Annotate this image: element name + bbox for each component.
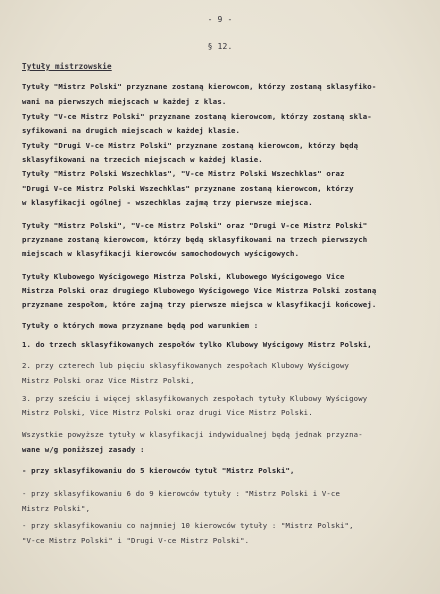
text-line: Tytuły "V-ce Mistrz Polski" przyznane zostaną kierowcom, którzy zostaną skla- <box>22 112 372 121</box>
text-line: Tytuły o których mowa przyznane będą pod warunkiem : <box>22 321 259 330</box>
list-item-continuation: Mistrz Polski", <box>22 504 91 513</box>
text-line: Tytuły "Mistrz Polski" przyznane zostaną kierowcom, którzy zostaną sklasyfiko- <box>22 82 377 91</box>
list-item: 2. przy czterech lub pięciu sklasyfikowanych zespołach Klubowy Wyścigowy <box>22 361 350 370</box>
text-line: w klasyfikacji ogólnej - wszechklas zajmą trzy pierwsze miejsca. <box>22 198 313 207</box>
text-line: sklasyfikowani na trzecich miejscach w każdej klasie. <box>22 155 263 164</box>
list-item: - przy sklasyfikowaniu 6 do 9 kierowców tytuły : "Mistrz Polski i V-ce <box>22 489 341 498</box>
text-line: syfikowani na drugich miejscach w każdej klasie. <box>22 126 241 135</box>
text-line: Tytuły "Mistrz Polski Wszechklas", "V-ce Mistrz Polski Wszechklas" oraz <box>22 169 345 178</box>
page-number: - 9 - <box>207 15 233 24</box>
text-line: przyznane zostaną kierowcom, którzy będą sklasyfikowani na trzech pierwszych <box>22 235 368 244</box>
text-line: miejscach w klasyfikacji kierowców samochodowych wyścigowych. <box>22 249 300 258</box>
section-number: § 12. <box>207 42 233 51</box>
text-line: Tytuły "Drugi V-ce Mistrz Polski" przyznane zostaną kierowcom, którzy będą <box>22 141 359 150</box>
text-line: wane w/g poniższej zasady : <box>22 445 145 454</box>
list-item: - przy sklasyfikowaniu co najmniej 10 kierowców tytuły : "Mistrz Polski", <box>22 521 354 530</box>
list-item-continuation: Mistrz Polski oraz Vice Mistrz Polski, <box>22 376 195 385</box>
text-line: Tytuły "Mistrz Polski", "V-ce Mistrz Polski" oraz "Drugi V-ce Mistrz Polski" <box>22 221 368 230</box>
list-item-continuation: Mistrz Polski, Vice Mistrz Polski oraz drugi Vice Mistrz Polski. <box>22 408 313 417</box>
text-line: Mistrza Polski oraz drugiego Klubowego Wyścigowego Vice Mistrza Polski zostaną <box>22 286 377 295</box>
text-line: "Drugi V-ce Mistrz Polski Wszechklas" przyznane zostaną kierowcom, którzy <box>22 184 354 193</box>
text-line: przyznane zespołom, które zajmą trzy pierwsze miejsca w klasyfikacji końcowej. <box>22 300 377 309</box>
text-line: Tytuły Klubowego Wyścigowego Mistrza Polski, Klubowego Wyścigowego Vice <box>22 272 345 281</box>
section-heading: Tytuły mistrzowskie <box>22 62 112 71</box>
text-line: wani na pierwszych miejscach w każdej z klas. <box>22 97 227 106</box>
list-item: 3. przy sześciu i więcej sklasyfikowanych zespołach tytuły Klubowy Wyścigowy <box>22 394 368 403</box>
list-item: - przy sklasyfikowaniu do 5 kierowców tytuł "Mistrz Polski", <box>22 466 295 475</box>
list-item-continuation: "V-ce Mistrz Polski" i "Drugi V-ce Mistrz Polski". <box>22 536 250 545</box>
list-item: 1. do trzech sklasyfikowanych zespołów tylko Klubowy Wyścigowy Mistrz Polski, <box>22 340 372 349</box>
text-line: Wszystkie powyższe tytuły w klasyfikacji indywidualnej będą jednak przyzna- <box>22 430 363 439</box>
